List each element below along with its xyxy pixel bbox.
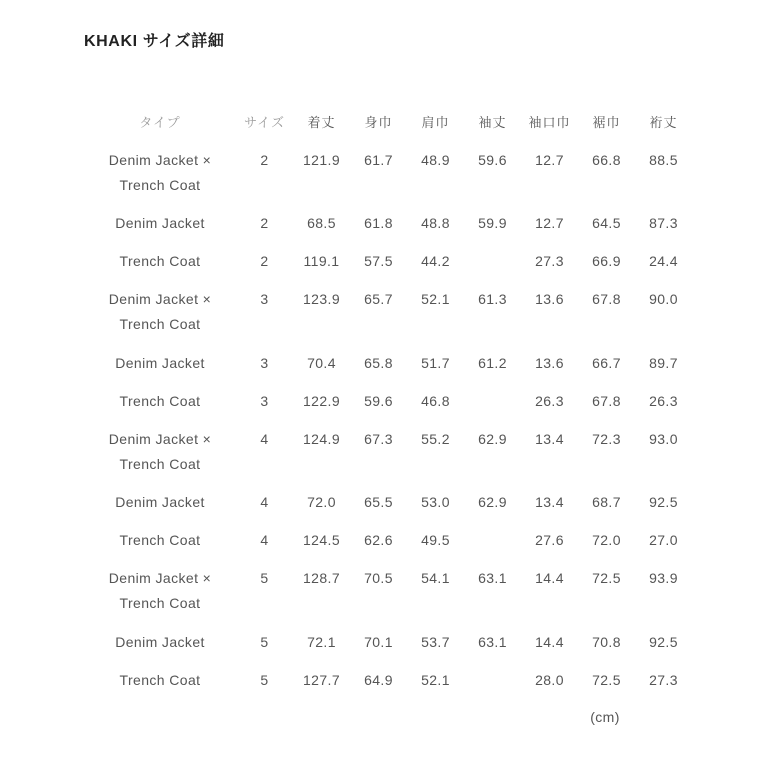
yuki-length-cell: 27.3 xyxy=(649,671,678,688)
table-row xyxy=(100,566,692,630)
type-cell xyxy=(100,148,236,212)
type-line: Trench Coat xyxy=(119,253,201,269)
body-width-cell: 57.5 xyxy=(364,253,393,269)
shoulder-width-cell: 55.2 xyxy=(421,430,450,447)
cuff-width-cell: 26.3 xyxy=(535,392,564,409)
shoulder-width-cell: 51.7 xyxy=(421,354,450,371)
size-cell: 3 xyxy=(260,354,269,371)
length-cell: 68.5 xyxy=(307,215,336,231)
type-cell xyxy=(100,389,236,427)
yuki-length-cell: 93.9 xyxy=(649,570,678,586)
hem-width-cell: 66.9 xyxy=(592,253,621,269)
body-width-cell: 65.8 xyxy=(364,354,393,371)
body-width-cell: 67.3 xyxy=(364,430,393,447)
type-cell xyxy=(100,249,236,287)
header-sleeve-length: 袖丈 xyxy=(478,114,507,130)
type-cell xyxy=(100,427,236,491)
size-cell: 4 xyxy=(260,430,269,447)
body-width-cell: 64.9 xyxy=(364,671,393,688)
size-cell: 4 xyxy=(260,494,269,510)
body-width-cell: 59.6 xyxy=(364,392,393,409)
length-cell: 124.9 xyxy=(302,430,341,447)
type-line: Denim Jacket × xyxy=(108,151,212,168)
cuff-width-cell: 13.4 xyxy=(535,430,564,447)
cuff-width-cell: 28.0 xyxy=(535,671,564,688)
length-cell: 123.9 xyxy=(302,291,341,307)
hem-width-cell: 72.0 xyxy=(592,532,621,548)
type-line: Denim Jacket xyxy=(115,494,205,510)
yuki-length-cell: 88.5 xyxy=(649,151,678,168)
sleeve-length-cell: 59.6 xyxy=(478,151,507,168)
cuff-width-cell: 13.6 xyxy=(535,354,564,371)
hem-width-cell: 67.8 xyxy=(592,291,621,307)
header-yuki-length: 裄丈 xyxy=(649,114,678,130)
body-width-cell: 70.5 xyxy=(364,570,393,586)
size-cell: 2 xyxy=(260,253,269,269)
yuki-length-cell: 27.0 xyxy=(649,532,678,548)
shoulder-width-cell: 52.1 xyxy=(421,671,450,688)
header-type: タイプ xyxy=(139,114,181,130)
size-cell: 3 xyxy=(260,392,269,409)
table-row xyxy=(100,528,692,566)
shoulder-width-cell: 54.1 xyxy=(421,570,450,586)
body-width-cell: 65.5 xyxy=(364,494,393,510)
type-cell xyxy=(100,211,236,249)
yuki-length-cell: 92.5 xyxy=(649,633,678,650)
type-cell xyxy=(100,668,236,706)
length-cell: 128.7 xyxy=(302,570,341,586)
length-cell: 72.1 xyxy=(307,633,336,650)
size-cell: 2 xyxy=(260,215,269,231)
type-line: Trench Coat xyxy=(119,455,201,472)
body-width-cell: 61.8 xyxy=(364,215,393,231)
type-line: Denim Jacket xyxy=(115,633,205,650)
body-width-cell: 65.7 xyxy=(364,291,393,307)
yuki-length-cell: 24.4 xyxy=(649,253,678,269)
length-cell: 119.1 xyxy=(303,253,340,269)
length-cell: 121.9 xyxy=(302,151,341,168)
cuff-width-cell: 14.4 xyxy=(535,570,564,586)
type-cell xyxy=(100,566,236,630)
size-cell: 5 xyxy=(260,671,269,688)
shoulder-width-cell: 48.9 xyxy=(421,151,450,168)
hem-width-cell: 67.8 xyxy=(592,392,621,409)
cuff-width-cell: 13.6 xyxy=(535,291,564,307)
table-row xyxy=(100,211,692,249)
cuff-width-cell: 12.7 xyxy=(535,151,564,168)
type-line: Denim Jacket × xyxy=(108,291,212,307)
hem-width-cell: 72.5 xyxy=(592,570,621,586)
hem-width-cell: 64.5 xyxy=(592,215,621,231)
sleeve-length-cell xyxy=(464,389,521,427)
sleeve-length-cell xyxy=(464,249,521,287)
type-line: Trench Coat xyxy=(119,392,201,409)
shoulder-width-cell: 48.8 xyxy=(421,215,450,231)
type-cell xyxy=(100,528,236,566)
table-row xyxy=(100,630,692,668)
type-line: Trench Coat xyxy=(119,316,201,332)
hem-width-cell: 66.7 xyxy=(592,354,621,371)
table-row xyxy=(100,351,692,389)
shoulder-width-cell: 46.8 xyxy=(421,392,450,409)
sleeve-length-cell: 61.3 xyxy=(478,291,507,307)
hem-width-cell: 72.3 xyxy=(592,430,621,447)
type-line: Trench Coat xyxy=(119,532,201,548)
size-table xyxy=(100,110,692,706)
length-cell: 127.7 xyxy=(302,671,341,688)
yuki-length-cell: 87.3 xyxy=(649,215,678,231)
header-size: サイズ xyxy=(244,114,285,130)
shoulder-width-cell: 49.5 xyxy=(421,532,450,548)
sleeve-length-cell xyxy=(464,528,521,566)
length-cell: 124.5 xyxy=(302,532,341,548)
hem-width-cell: 68.7 xyxy=(592,494,621,510)
type-line: Trench Coat xyxy=(119,176,201,193)
type-cell xyxy=(100,490,236,528)
table-row xyxy=(100,490,692,528)
cuff-width-cell: 27.6 xyxy=(535,532,564,548)
body-width-cell: 62.6 xyxy=(364,532,393,548)
body-width-cell: 70.1 xyxy=(364,633,393,650)
page-title: KHAKI サイズ詳細 xyxy=(84,33,225,50)
length-cell: 122.9 xyxy=(302,392,341,409)
sleeve-length-cell: 62.9 xyxy=(478,430,507,447)
type-line: Denim Jacket × xyxy=(108,430,212,447)
type-line: Denim Jacket xyxy=(115,354,205,371)
hem-width-cell: 72.5 xyxy=(592,671,621,688)
type-cell xyxy=(100,287,236,351)
sleeve-length-cell: 62.9 xyxy=(478,494,507,510)
hem-width-cell: 70.8 xyxy=(592,633,621,650)
sleeve-length-cell: 61.2 xyxy=(478,354,507,371)
yuki-length-cell: 92.5 xyxy=(649,494,678,510)
yuki-length-cell: 26.3 xyxy=(649,392,678,409)
cuff-width-cell: 13.4 xyxy=(535,494,564,510)
type-line: Denim Jacket × xyxy=(108,570,212,586)
sleeve-length-cell: 63.1 xyxy=(478,633,507,650)
sleeve-length-cell: 63.1 xyxy=(478,570,507,586)
size-cell: 4 xyxy=(260,532,269,548)
header-body-width: 身巾 xyxy=(364,114,393,130)
cuff-width-cell: 12.7 xyxy=(535,215,564,231)
size-cell: 2 xyxy=(260,151,269,168)
shoulder-width-cell: 52.1 xyxy=(421,291,450,307)
unit-note: (cm) xyxy=(590,708,620,725)
shoulder-width-cell: 53.7 xyxy=(421,633,450,650)
table-header-row xyxy=(100,110,692,148)
size-cell: 5 xyxy=(260,570,269,586)
yuki-length-cell: 93.0 xyxy=(649,430,678,447)
type-line: Trench Coat xyxy=(119,671,201,688)
type-cell xyxy=(100,630,236,668)
hem-width-cell: 66.8 xyxy=(592,151,621,168)
length-cell: 70.4 xyxy=(307,354,336,371)
header-length: 着丈 xyxy=(307,114,336,130)
header-cuff-width: 袖口巾 xyxy=(528,114,571,130)
size-cell: 3 xyxy=(260,291,269,307)
type-cell xyxy=(100,351,236,389)
yuki-length-cell: 90.0 xyxy=(649,291,678,307)
sleeve-length-cell xyxy=(464,668,521,706)
table-row xyxy=(100,668,692,706)
cuff-width-cell: 27.3 xyxy=(535,253,564,269)
header-hem-width: 裾巾 xyxy=(592,114,621,130)
yuki-length-cell: 89.7 xyxy=(649,354,678,371)
sleeve-length-cell: 59.9 xyxy=(478,215,507,231)
header-shoulder-width: 肩巾 xyxy=(421,114,450,130)
cuff-width-cell: 14.4 xyxy=(535,633,564,650)
body-width-cell: 61.7 xyxy=(364,151,393,168)
type-line: Trench Coat xyxy=(119,595,201,611)
length-cell: 72.0 xyxy=(307,494,336,510)
table-row xyxy=(100,389,692,427)
table-row xyxy=(100,427,692,491)
table-row xyxy=(100,148,692,212)
size-cell: 5 xyxy=(260,633,269,650)
shoulder-width-cell: 44.2 xyxy=(421,253,450,269)
type-line: Denim Jacket xyxy=(115,215,205,231)
table-row xyxy=(100,287,692,351)
shoulder-width-cell: 53.0 xyxy=(421,494,450,510)
table-row xyxy=(100,249,692,287)
